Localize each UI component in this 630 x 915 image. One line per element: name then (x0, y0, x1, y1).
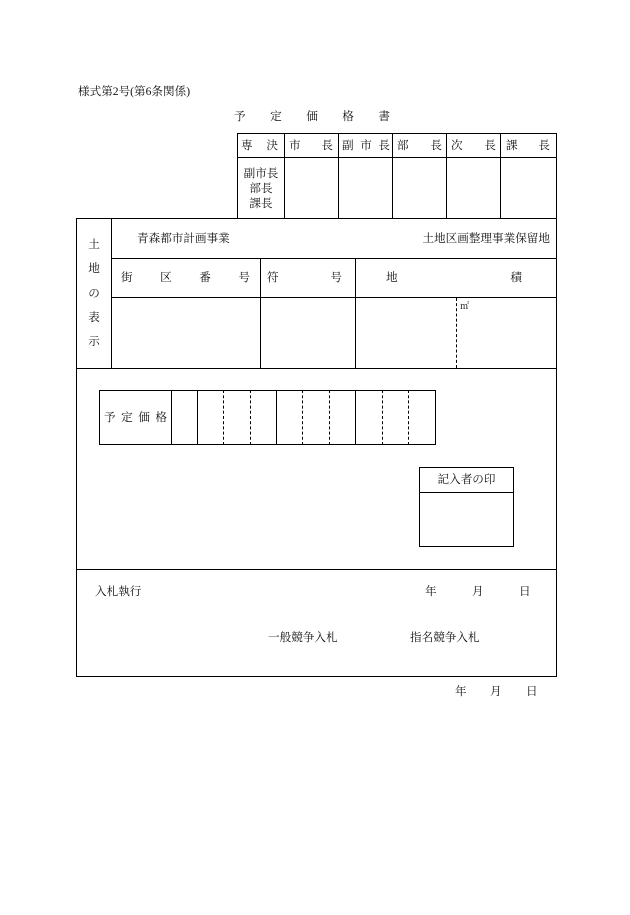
label-glyph: 号 (330, 271, 342, 284)
label-glyph: 区 (160, 271, 172, 284)
approval-header-director (392, 133, 447, 158)
label-glyph: 土 (88, 238, 100, 251)
label-glyph: 長 (378, 138, 390, 152)
label-glyph: 街 (121, 271, 133, 284)
senketsu-option: 副市長 (243, 166, 279, 180)
project-name: 青森都市計画事業 (137, 231, 230, 245)
label-glyph: 定 (270, 110, 282, 123)
price-digit-cell (250, 390, 277, 445)
label-glyph: 市 (360, 138, 372, 152)
label-glyph: 長 (538, 138, 550, 152)
price-digit-cell (276, 390, 303, 445)
price-digit-cell (382, 390, 409, 445)
price-label-cell (99, 390, 172, 445)
entry-seal-label: 記入者の印 (437, 473, 496, 486)
entry-seal-area (419, 492, 514, 547)
approval-seal-section-chief (500, 157, 557, 219)
bidding-label: 入札執行 (95, 585, 142, 598)
label-glyph: 予 (104, 410, 116, 424)
form-number: 様式第2号(第6条関係) (78, 85, 191, 98)
approval-header-label (397, 139, 442, 153)
label-glyph: 表 (88, 310, 100, 324)
approval-cell-senketsu (237, 157, 285, 219)
label-glyph: 符 (267, 271, 279, 284)
approval-header-deputy-mayor (338, 133, 393, 158)
approval-header-label (241, 139, 278, 153)
approval-header-label (342, 139, 390, 153)
label-glyph: 予 (234, 110, 246, 123)
label-glyph: 書 (378, 110, 390, 123)
column-header-area (355, 258, 557, 298)
lot-code-cell (260, 297, 356, 369)
label-glyph: 長 (484, 138, 496, 152)
label-glyph: 地 (386, 271, 398, 284)
approval-seal-director (392, 157, 447, 219)
approval-seal-deputy-mayor (338, 157, 393, 219)
label-glyph: 長 (430, 138, 442, 152)
entry-seal-box (419, 467, 514, 547)
column-header-lot-code (260, 258, 356, 298)
approval-header-mayor (284, 133, 339, 158)
area-decimal-divider (456, 298, 457, 368)
approval-header-deputy-director (446, 133, 501, 158)
approval-header-label (451, 139, 496, 153)
label-glyph: 専 (241, 138, 253, 152)
price-label (104, 411, 167, 425)
project-type: 土地区画整理事業保留地 (422, 231, 550, 245)
footer-date-month: 月 (490, 685, 502, 698)
land-label-cell (76, 218, 112, 369)
label-glyph: 格 (155, 410, 167, 424)
bidding-date-year: 年 (425, 585, 437, 598)
price-digit-cell (223, 390, 251, 445)
label-glyph: の (88, 286, 100, 300)
footer-date-day: 日 (526, 685, 538, 698)
label-glyph: 副 (342, 138, 354, 152)
label-glyph: 課 (506, 138, 518, 152)
approval-table (237, 133, 557, 219)
senketsu-options (238, 158, 284, 218)
label-glyph: 定 (121, 410, 133, 424)
form-title (234, 110, 390, 124)
price-digit-cell (329, 390, 356, 445)
column-header-block-number (111, 258, 261, 298)
column-header-label (386, 271, 522, 285)
column-header-label (121, 271, 250, 285)
label-glyph: 地 (88, 262, 100, 276)
bidding-method-general: 一般競争入札 (268, 631, 338, 644)
approval-seal-mayor (284, 157, 339, 219)
price-digit-cell (171, 390, 198, 445)
label-glyph: 長 (321, 138, 333, 152)
label-glyph: 号 (238, 271, 250, 284)
label-glyph: 積 (510, 271, 522, 284)
label-glyph: 番 (199, 271, 211, 284)
column-header-label (267, 271, 342, 285)
area-cell (355, 297, 557, 369)
bidding-method-designated: 指名競争入札 (410, 631, 480, 644)
label-glyph: 市 (289, 138, 301, 152)
land-label (77, 238, 111, 349)
price-digit-cell (408, 390, 436, 445)
bidding-date-month: 月 (472, 585, 484, 598)
approval-header-label (289, 139, 333, 153)
bidding-date-day: 日 (519, 585, 531, 598)
label-glyph: 示 (88, 335, 100, 348)
land-project-row (111, 218, 557, 259)
bidding-section (76, 569, 557, 677)
approval-header-senketsu (237, 133, 285, 158)
senketsu-option: 課長 (249, 196, 273, 210)
approval-header-section-chief (500, 133, 557, 158)
label-glyph: 価 (306, 110, 318, 123)
price-section (76, 368, 557, 570)
label-glyph: 次 (451, 138, 463, 152)
price-digit-cell (197, 390, 224, 445)
approval-seal-deputy-director (446, 157, 501, 219)
entry-seal-header (419, 467, 514, 493)
block-number-cell (111, 297, 261, 369)
price-digit-cell (302, 390, 330, 445)
price-table (99, 390, 436, 445)
approval-header-label (506, 139, 550, 153)
price-digit-cell (355, 390, 383, 445)
label-glyph: 決 (266, 138, 278, 152)
label-glyph: 価 (138, 410, 150, 424)
area-unit: ㎡ (460, 301, 470, 311)
label-glyph: 格 (342, 110, 354, 123)
senketsu-option: 部長 (249, 181, 273, 195)
label-glyph: 部 (397, 138, 409, 152)
footer-date-year: 年 (455, 685, 467, 698)
main-form (76, 218, 557, 677)
